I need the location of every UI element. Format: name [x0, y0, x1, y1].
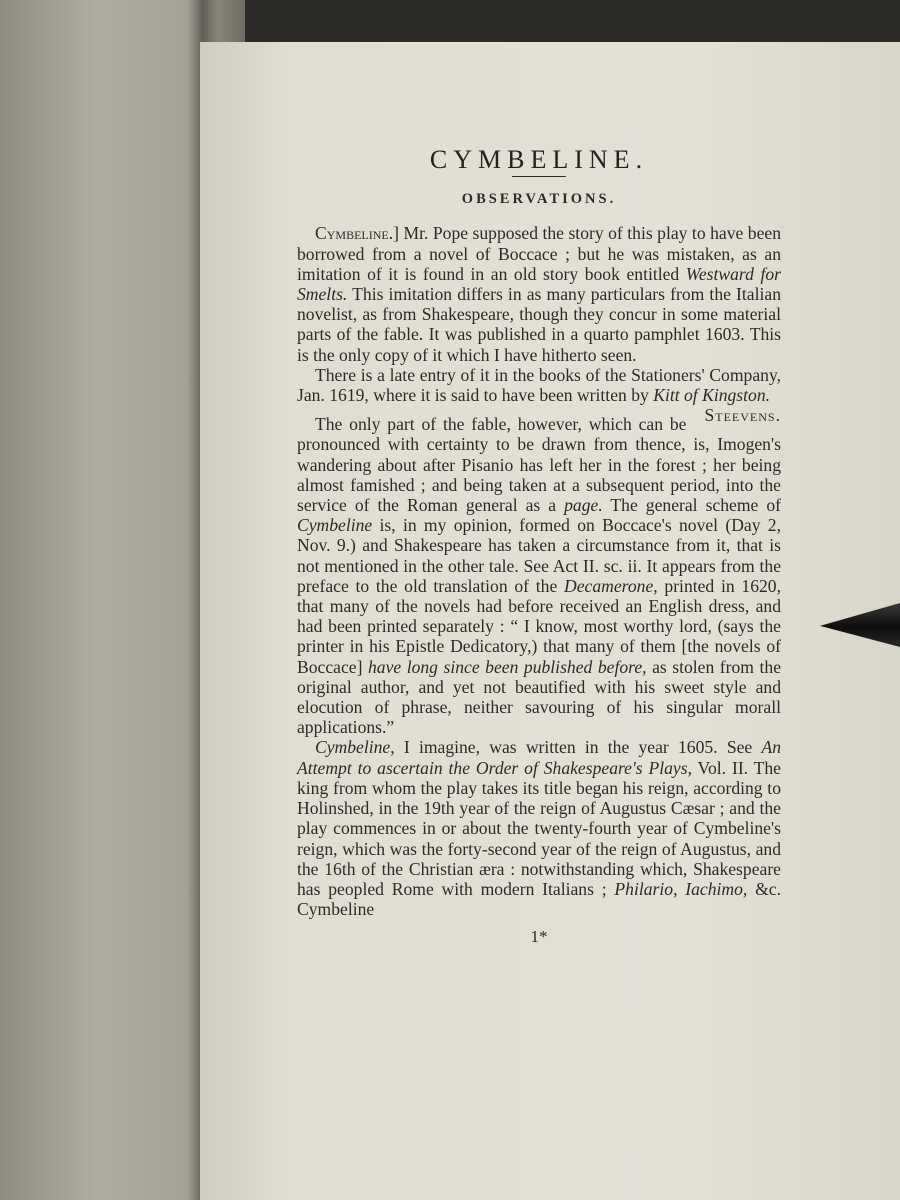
lead-word: Cymbeline.]	[315, 223, 399, 244]
page-title: CYMBELINE.	[429, 145, 649, 174]
title-rule	[512, 176, 566, 177]
page-text-block	[297, 145, 782, 948]
paragraph-3: The only part of the fable, however, which can be pronounced with certainty to be drawn from thence, is, Imogen's wandering about after Pisanio has left her in the forest ; her being almost famished ; and being taken at a subsequent period, into the service of the Roman general as a page. The general scheme of Cymbeline is, in my opinion, formed on Boccace's novel (Day 2, Nov. 9.) and Shakespeare has taken a circumstance from it, that is not mentioned in the other tale. See Act II. sc. ii. It appears from the preface to the old translation of the Decamerone, printed in 1620, that many of the novels had before received an English dress, and had been printed separately : “ I know, most worthy lord, (says the printer in his Epistle Dedicatory,) that many of them [the novels of Boccace] have long since been published before, as stolen from the original author, and yet not beautified with his sweet style and elocution of phrase, neither savouring of his singular morall applications.”	[297, 414, 782, 738]
paragraph-1: Cymbeline.] Mr. Pope supposed the story of this play to have been borrowed from a novel of Boccace ; but he was mistaken, as an imitation of it is found in an old story book entitled Westward for Smelts. This imitation differs in as many particulars from the Italian novelist, as from Shakespeare, though they concur in some material parts of the fable. It was published in a quarto pamphlet 1603. This is the only copy of it which I have hitherto seen.	[297, 223, 781, 365]
author-signature: Steevens.	[704, 405, 781, 426]
section-heading: OBSERVATIONS.	[461, 191, 617, 208]
paragraph-4: Cymbeline, I imagine, was written in the year 1605. See An Attempt to ascertain the Order of Shakespeare's Plays, Vol. II. The king from whom the play takes its title began his reign, according to Holinshed, in the 19th year of the reign of Augustus Cæsar ; and the play commences in or about the twenty-fourth year of Cymbeline's reign, which was the forty-second year of the reign of Augustus, and the 16th of the Christian æra : notwithstanding which, Shakespeare has peopled Rome with modern Italians ; Philario, Iachimo, &c. Cymbeline	[297, 737, 781, 920]
paragraph-2: There is a late entry of it in the books of the Stationers' Company, Jan. 1619, where it is said to have been written by Kitt of Kingston. Steevens.	[297, 364, 781, 426]
signature-mark: 1*	[530, 927, 548, 947]
